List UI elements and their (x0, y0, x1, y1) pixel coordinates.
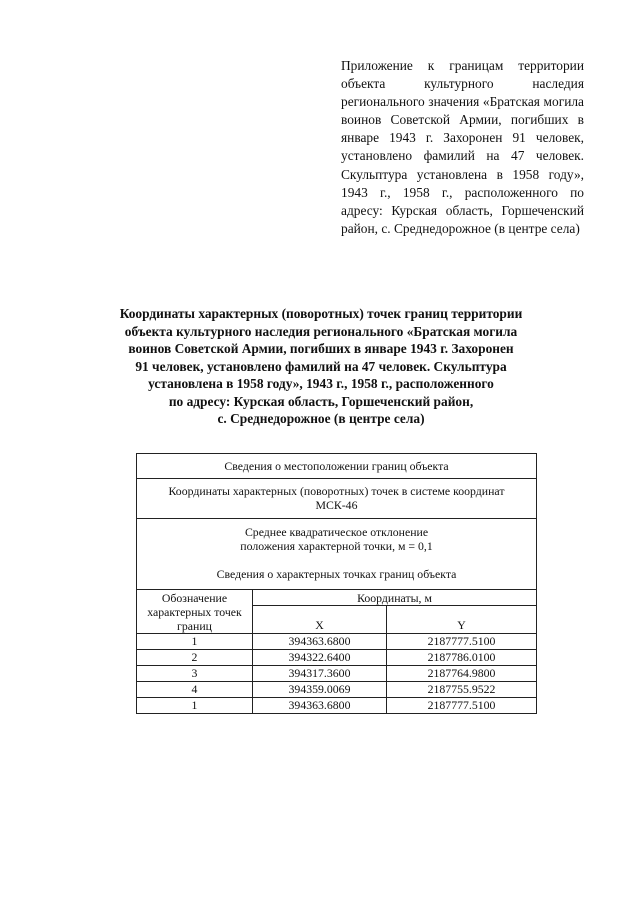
x-coordinate: 394359.0069 (253, 682, 387, 698)
point-number: 3 (137, 666, 253, 682)
table-row (137, 650, 537, 666)
points-info-header: Сведения о характерных точках границ объекта (216, 567, 457, 581)
x-coordinate: 394363.6800 (253, 698, 387, 714)
point-number: 4 (137, 682, 253, 698)
point-number: 2 (137, 650, 253, 666)
coordinates-header: Координаты, м (253, 590, 537, 606)
y-coordinate: 2187755.9522 (387, 682, 537, 698)
table-row (137, 682, 537, 698)
title-line: установлена в 1958 году», 1943 г., 1958 г., расположенного (148, 376, 494, 391)
title-line: Координаты характерных (поворотных) точек границ территории (119, 306, 523, 321)
appendix-note: Приложение к границам территории объекта культурного наследия регионального значения «Братская могила воинов Советской Армии, погибших в январе 1943 г. Захоронен 91 человек, установлено фамилий на 47 человек. Скульптура установлена в 1958 году», 1943 г., 1958 г., расположенного по адресу: Курская область, Горшеченский район, с. Среднедорожное (в центре села) (341, 58, 584, 236)
y-column-header: Y (387, 606, 537, 634)
coordinate-system-line: Координаты характерных (поворотных) точек в системе координат (168, 484, 505, 498)
y-coordinate: 2187777.5100 (387, 634, 537, 650)
coordinates-table (136, 453, 537, 714)
x-column-header: X (253, 606, 387, 634)
table-row (137, 698, 537, 714)
point-designation-header (137, 590, 253, 634)
x-coordinate: 394317.3600 (253, 666, 387, 682)
document-title (96, 305, 546, 428)
table-row (137, 634, 537, 650)
title-line: с. Среднедорожное (в центре села) (217, 411, 425, 426)
location-header: Сведения о местоположении границ объекта (137, 454, 537, 479)
coordinate-system-line: МСК-46 (315, 498, 358, 512)
y-coordinate: 2187764.9800 (387, 666, 537, 682)
title-line: воинов Советской Армии, погибших в январе 1943 г. Захоронен (128, 341, 514, 356)
coordinate-system-header (137, 479, 537, 519)
point-header-line: характерных точек (147, 604, 242, 619)
point-number: 1 (137, 634, 253, 650)
y-coordinate: 2187786.0100 (387, 650, 537, 666)
point-number: 1 (137, 698, 253, 714)
table-row (137, 666, 537, 682)
y-coordinate: 2187777.5100 (387, 698, 537, 714)
accuracy-and-points-info (137, 519, 537, 590)
title-line: по адресу: Курская область, Горшеченский район, (168, 393, 474, 409)
title-line: объекта культурного наследия регионального «Братская могила (124, 323, 518, 339)
x-coordinate: 394363.6800 (253, 634, 387, 650)
point-header-line: Обозначение (161, 590, 228, 605)
rms-line: положения характерной точки, м = 0,1 (240, 539, 433, 553)
x-coordinate: 394322.6400 (253, 650, 387, 666)
title-line: 91 человек, установлено фамилий на 47 человек. Скульптура (135, 358, 507, 374)
point-header-line: границ (177, 618, 212, 633)
rms-line: Среднее квадратическое отклонение (244, 525, 429, 539)
